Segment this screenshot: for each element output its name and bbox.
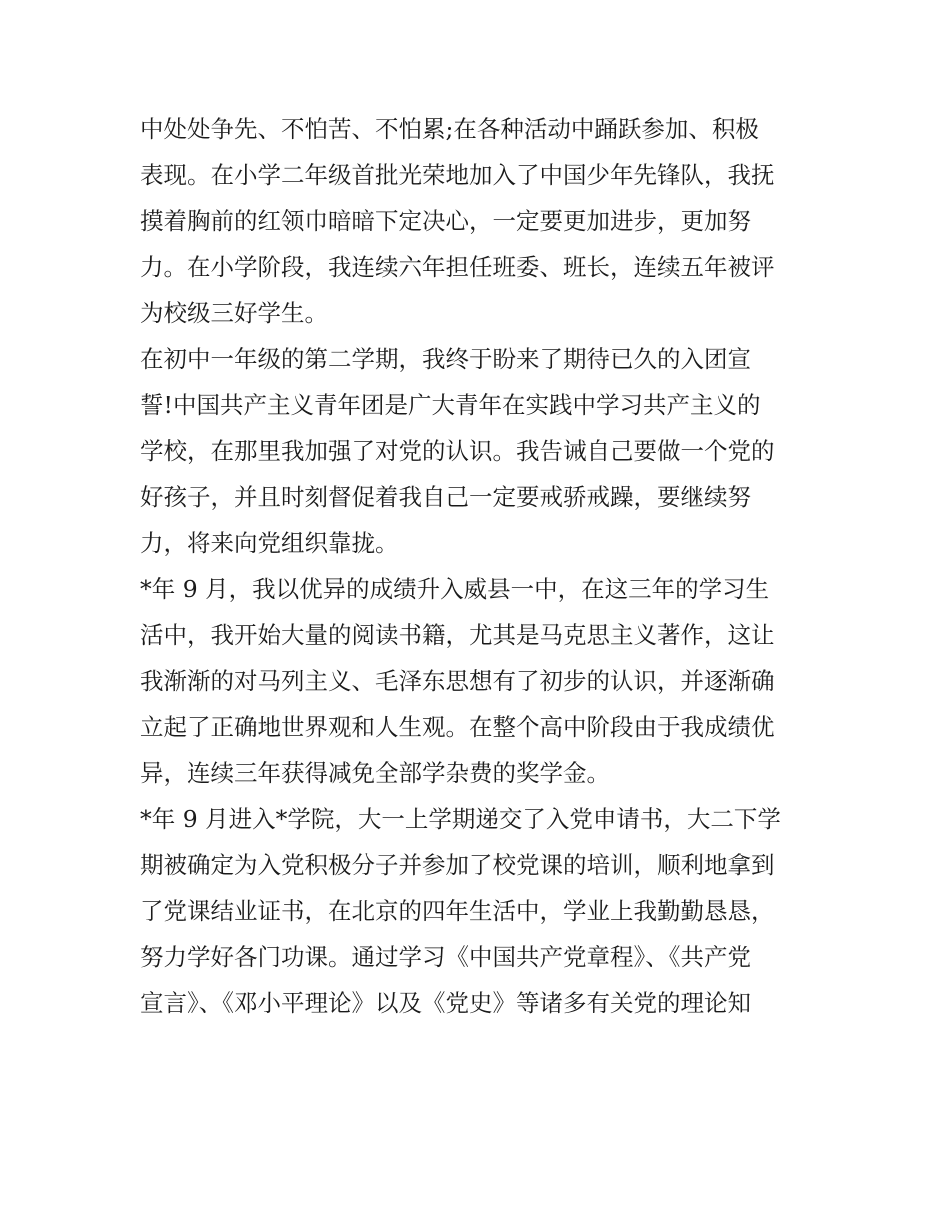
text-line: 学校，在那里我加强了对党的认识。我告诫自己要做一个党的 — [140, 437, 775, 465]
text-line: 异，连续三年获得减免全部学杂费的奖学金。 — [140, 759, 610, 787]
text-line: 我渐渐的对马列主义、毛泽东思想有了初步的认识，并逐渐确 — [140, 667, 775, 695]
text-line: 力。在小学阶段，我连续六年担任班委、班长，连续五年被评 — [140, 253, 775, 281]
text-line: 活中，我开始大量的阅读书籍，尤其是马克思主义著作，这让 — [140, 621, 775, 649]
text-line: 为校级三好学生。 — [140, 299, 328, 327]
text-line: 力，将来向党组织靠拢。 — [140, 529, 399, 557]
text-line: 中处处争先、不怕苦、不怕累;在各种活动中踊跃参加、积极 — [140, 115, 759, 143]
paragraph-college — [140, 796, 830, 1026]
text-line: 了党课结业证书，在北京的四年生活中，学业上我勤勤恳恳， — [140, 897, 775, 925]
text-line: *年 9 月进入*学院，大一上学期递交了入党申请书，大二下学 — [140, 805, 781, 833]
text-line: 好孩子，并且时刻督促着我自己一定要戒骄戒躁，要继续努 — [140, 483, 751, 511]
text-line: 立起了正确地世界观和人生观。在整个高中阶段由于我成绩优 — [140, 713, 775, 741]
paragraph-high-school — [140, 566, 830, 796]
text-line: 努力学好各门功课。通过学习《中国共产党章程》、《共产党 — [140, 943, 751, 971]
text-line: *年 9 月，我以优异的成绩升入威县一中，在这三年的学习生 — [140, 575, 770, 603]
paragraph-childhood — [140, 106, 830, 336]
text-line: 表现。在小学二年级首批光荣地加入了中国少年先锋队，我抚 — [140, 161, 775, 189]
text-line: 摸着胸前的红领巾暗暗下定决心，一定要更加进步，更加努 — [140, 207, 751, 235]
document-body — [140, 106, 830, 1026]
text-line: 宣言》、《邓小平理论》以及《党史》等诸多有关党的理论知 — [140, 989, 751, 1017]
text-line: 在初中一年级的第二学期，我终于盼来了期待已久的入团宣 — [140, 345, 751, 373]
text-line: 期被确定为入党积极分子并参加了校党课的培训，顺利地拿到 — [140, 851, 775, 879]
text-line: 誓!中国共产主义青年团是广大青年在实践中学习共产主义的 — [140, 391, 761, 419]
paragraph-middle-school — [140, 336, 830, 566]
